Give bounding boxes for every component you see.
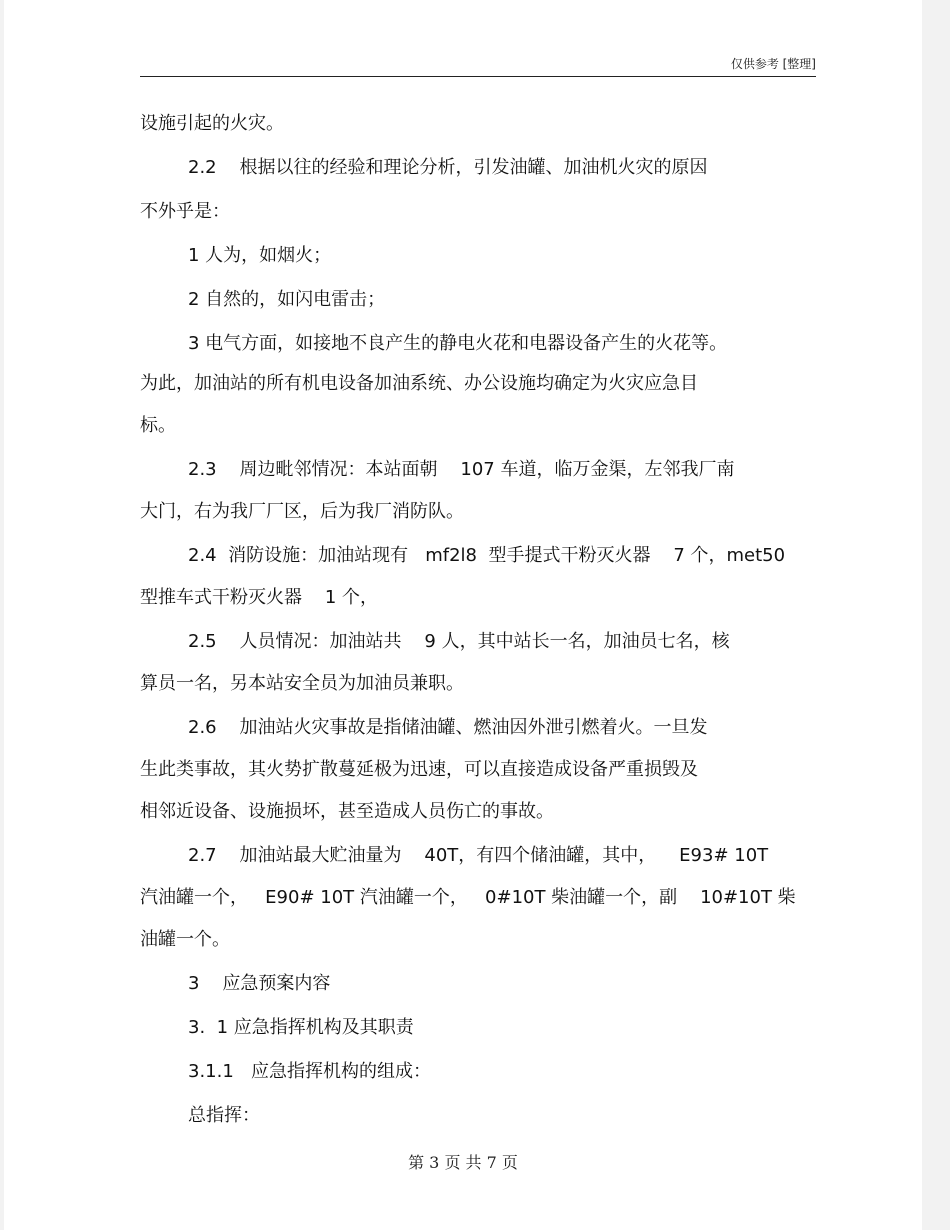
text-line: 3. 1 应急指挥机构及其职责 [188, 1017, 414, 1038]
text-line: 总指挥： [188, 1105, 260, 1126]
text-line: 3 电气方面，如接地不良产生的静电火花和电器设备产生的火花等。 [188, 333, 728, 354]
text-line: 2.2 根据以往的经验和理论分析，引发油罐、加油机火灾的原因 [188, 157, 708, 178]
text-line: 为此，加油站的所有机电设备加油系统、办公设施均确定为火灾应急目 [140, 373, 698, 394]
text-line: 2.3 周边毗邻情况：本站面朝 107 车道，临万金渠，左邻我厂南 [188, 459, 735, 480]
text-line: 2.6 加油站火灾事故是指储油罐、燃油因外泄引燃着火。一旦发 [188, 717, 708, 738]
text-line: 大门，右为我厂厂区，后为我厂消防队。 [140, 501, 464, 522]
text-line: 型推车式干粉灭火器 1 个， [140, 587, 379, 608]
text-line: 2.4 消防设施：加油站现有 mf2l8 型手提式干粉灭火器 7 个，met50 [188, 545, 786, 566]
document-page [4, 0, 922, 1230]
header-note: 仅供参考 [整理] [730, 57, 816, 71]
text-line: 相邻近设备、设施损坏，甚至造成人员伤亡的事故。 [140, 801, 554, 822]
text-line: 算员一名，另本站安全员为加油员兼职。 [140, 673, 464, 694]
text-line: 汽油罐一个， E90# 10T 汽油罐一个， 0#10T 柴油罐一个，副 10#10T 柴 [140, 887, 796, 908]
text-line: 2 自然的，如闪电雷击； [188, 289, 386, 310]
text-line: 3.1.1 应急指挥机构的组成： [188, 1061, 431, 1082]
text-line: 2.5 人员情况：加油站共 9 人，其中站长一名，加油员七名，核 [188, 631, 730, 652]
text-line: 标。 [140, 415, 176, 436]
text-line: 不外乎是： [140, 201, 230, 222]
text-line: 设施引起的火灾。 [140, 113, 284, 134]
page-footer: 第 3 页 共 7 页 [408, 1153, 518, 1172]
text-line: 油罐一个。 [140, 929, 230, 950]
text-line: 1 人为，如烟火； [188, 245, 332, 266]
text-line: 2.7 加油站最大贮油量为 40T，有四个储油罐，其中， E93# 10T [188, 845, 769, 866]
text-line: 生此类事故，其火势扩散蔓延极为迅速，可以直接造成设备严重损毁及 [140, 759, 698, 780]
text-line: 3 应急预案内容 [188, 973, 331, 994]
page-header [140, 56, 816, 77]
